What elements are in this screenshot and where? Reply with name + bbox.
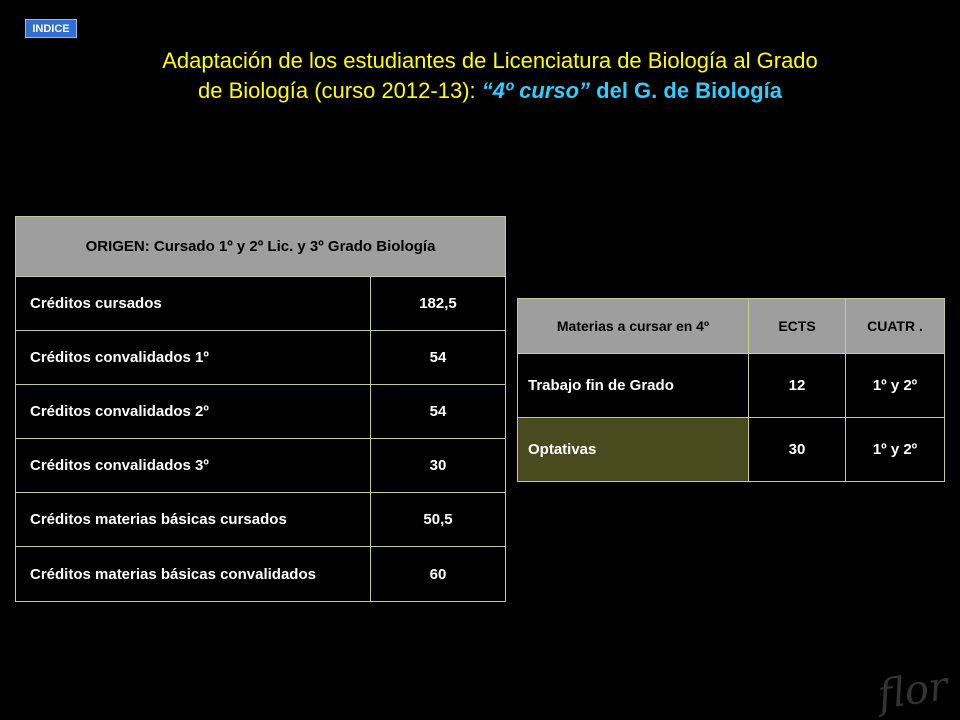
credits-value: 182,5 — [371, 277, 506, 331]
table-row — [16, 277, 506, 331]
credits-value: 50,5 — [371, 493, 506, 547]
origin-table-header-row — [16, 217, 506, 277]
credits-label: Créditos convalidados 3º — [16, 439, 371, 493]
header-term: CUATR . — [846, 299, 945, 354]
table-row — [16, 493, 506, 547]
title-line-2-prefix: de Biología (curso 2012-13): — [198, 78, 482, 103]
header-subjects: Materias a cursar en 4º — [518, 299, 749, 354]
subject-term: 1º y 2º — [846, 418, 945, 482]
subject-ects: 12 — [749, 354, 846, 418]
subject-term: 1º y 2º — [846, 354, 945, 418]
table-row — [518, 418, 945, 482]
credits-value: 60 — [371, 547, 506, 602]
subjects-table-header-row — [518, 299, 945, 354]
credits-value: 54 — [371, 331, 506, 385]
table-row — [16, 547, 506, 602]
subject-name: Trabajo fin de Grado — [518, 354, 749, 418]
page-title — [130, 46, 850, 106]
title-degree: del G. de Biología — [590, 78, 782, 103]
table-row — [16, 331, 506, 385]
table-row — [518, 354, 945, 418]
credits-label: Créditos cursados — [16, 277, 371, 331]
title-course: “4º curso” — [481, 78, 591, 103]
subjects-table — [517, 298, 945, 482]
title-line-2 — [130, 76, 850, 106]
signature-watermark: flor — [875, 663, 951, 719]
credits-label: Créditos convalidados 1º — [16, 331, 371, 385]
credits-label: Créditos materias básicas cursados — [16, 493, 371, 547]
index-button[interactable]: INDICE — [25, 19, 77, 38]
header-ects: ECTS — [749, 299, 846, 354]
origin-credits-table — [15, 216, 506, 602]
credits-value: 54 — [371, 385, 506, 439]
subject-ects: 30 — [749, 418, 846, 482]
credits-value: 30 — [371, 439, 506, 493]
table-row — [16, 439, 506, 493]
credits-label: Créditos convalidados 2º — [16, 385, 371, 439]
title-line-1: Adaptación de los estudiantes de Licenciatura de Biología al Grado — [162, 48, 818, 73]
credits-label: Créditos materias básicas convalidados — [16, 547, 371, 602]
origin-table-header: ORIGEN: Cursado 1º y 2º Lic. y 3º Grado Biología — [16, 217, 506, 277]
subject-name: Optativas — [518, 418, 749, 482]
table-row — [16, 385, 506, 439]
